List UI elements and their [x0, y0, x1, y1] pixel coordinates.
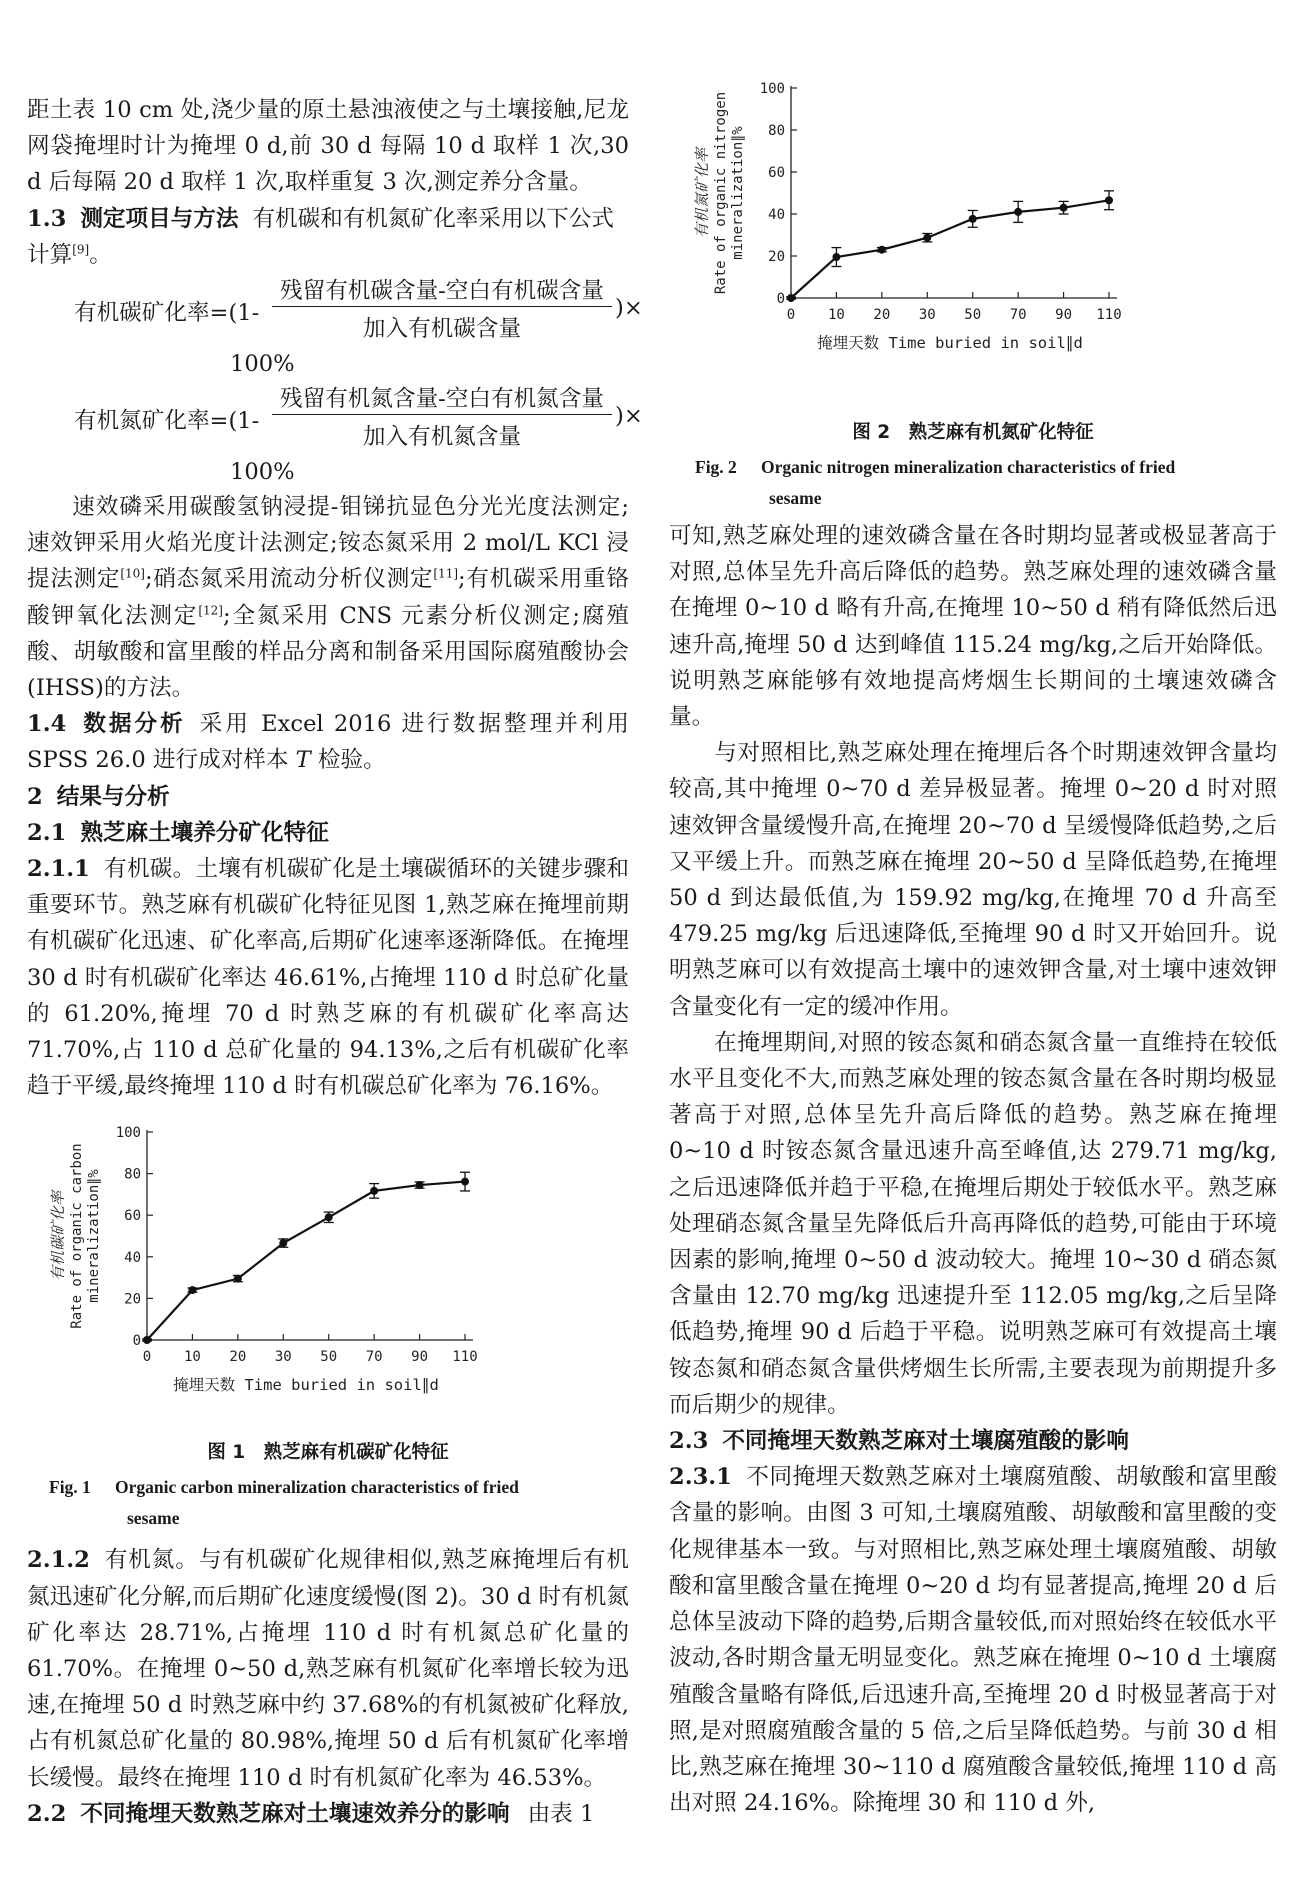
data-point	[234, 1275, 242, 1283]
section-2-1-2	[27, 1542, 629, 1795]
text-run: 与有机碳矿化规律相似,熟芝麻掩埋后有机氮迅速矿化分解,而后期矿化速度缓慢(图 2)。30 d 时有机氮矿化率达 28.71%,占掩埋 110 d 时有机氮总矿化量的 61.70%。在掩埋 0~50 d,熟芝麻有机氮矿化率增长较为迅速,在掩埋 50 d 时熟芝麻中约 37.68%的有机氮被矿化释放,占有机氮总矿化量的 80.98%,掩埋 50 d 后有机氮矿化率增长缓慢。最终在掩埋 110 d 时有机氮矿化率为 46.53%。	[27, 1547, 629, 1791]
text-run: 采用 Excel 2016 进行数据整理并利用 SPSS 26.0 进行成对样本	[27, 711, 630, 774]
x-tick-label: 70	[365, 1349, 383, 1366]
equation-numerator: 残留有机氮含量-空白有机氮含量	[280, 386, 604, 413]
x-tick-label: 110	[1096, 307, 1122, 323]
chart-organic-nitrogen	[669, 81, 1277, 416]
data-point	[1014, 208, 1022, 216]
x-tick-label: 50	[320, 1349, 338, 1366]
citation: [12]	[198, 603, 223, 618]
t-test-symbol: T	[295, 747, 311, 774]
figure-label: Fig. 1	[49, 1477, 91, 1498]
section-title: 结果与分析	[56, 783, 170, 810]
section-text: 有机碳和有机氮矿化率采用以下公式计算	[27, 205, 614, 268]
section-2-1-1	[27, 851, 629, 1104]
section-2-1	[27, 815, 629, 851]
y-axis-label-en: mineralization∥%	[86, 1169, 102, 1304]
text-run: 检验。	[310, 747, 386, 774]
text-run: ;全氮采用 CNS 元素分析仪测定;腐殖酸、胡敏酸和富里酸的样品分离和制备采用国际腐殖酸协会(IHSS)的方法。	[27, 602, 630, 702]
equation-numerator: 残留有机碳含量-空白有机碳含量	[280, 278, 604, 305]
x-tick-label: 10	[183, 1349, 201, 1366]
data-point	[370, 1187, 378, 1195]
data-point	[461, 1178, 469, 1186]
data-point	[279, 1240, 287, 1248]
figure-caption-cn: 图 1 熟芝麻有机碳矿化特征	[207, 1442, 449, 1464]
caption-text: Organic nitrogen mineralization characteristics of fried	[761, 457, 1176, 477]
section-number: 1.4	[27, 711, 67, 738]
data-point	[969, 215, 977, 223]
y-axis-label-en: Rate of organic carbon	[69, 1143, 85, 1330]
equation-carbon	[27, 273, 643, 381]
text-run: 不同掩埋天数熟芝麻对土壤腐殖酸、胡敏酸和富里酸含量的影响。由图 3 可知,土壤腐殖酸、胡敏酸和富里酸的变化规律基本一致。与对照相比,熟芝麻处理土壤腐殖酸、胡敏酸和富里酸含量在掩埋 0~20 d 均有显著提高,掩埋 20 d 后总体呈波动下降的趋势,后期含量较低,而对照始终在较低水平波动,各时期含量无明显变化。熟芝麻在掩埋 0~10 d 土壤腐殖酸含量略有降低,后迅速升高,至掩埋 20 d 时极显著高于对照,是对照腐殖酸含量的 5 倍,之后呈降低趋势。与前 30 d 相比,熟芝麻在掩埋 30~110 d 腐殖酸含量较低,掩埋 110 d 高出对照 24.16%。除掩埋 30 和 110 d 外,	[669, 1464, 1277, 1817]
text-run: 土壤有机碳矿化是土壤碳循环的关键步骤和重要环节。熟芝麻有机碳矿化特征见图 1,熟芝麻在掩埋前期有机碳矿化迅速、矿化率高,后期矿化速率逐渐降低。在掩埋 30 d 时有机碳矿化率达 46.61%,占掩埋 110 d 时总矿化量的 61.20%,掩埋 70 d 时熟芝麻的有机碳矿化率高达 71.70%,占 110 d 总矿化量的 94.13%,之后有机碳矿化率趋于平缓,最终掩埋 110 d 时有机碳总矿化率为 76.16%。	[27, 856, 630, 1100]
figure-label: Fig. 2	[695, 457, 737, 477]
fraction-bar	[272, 306, 612, 307]
section-title: 不同掩埋天数熟芝麻对土壤腐殖酸的影响	[722, 1428, 1129, 1455]
y-tick-label: 40	[124, 1250, 141, 1267]
caption-text: Organic carbon mineralization characteristics of fried	[115, 1477, 519, 1498]
equation-nitrogen	[27, 381, 643, 489]
x-tick-label: 0	[786, 307, 796, 323]
equation-lhs: 有机碳矿化率=(1-	[74, 300, 260, 327]
y-axis-label-cn: 有机氮矿化率	[693, 147, 711, 239]
section-title: 不同掩埋天数熟芝麻对土壤速效养分的影响	[80, 1800, 510, 1827]
data-point	[416, 1182, 424, 1190]
data-point	[1105, 196, 1113, 204]
paragraph-potassium: 与对照相比,熟芝麻处理在掩埋后各个时期速效钾含量均较高,其中掩埋 0~70 d 差异极显著。掩埋 0~20 d 时对照速效钾含量缓慢升高,在掩埋 20~70 d 呈缓慢降低趋势,之后又平缓上升。而熟芝麻在掩埋 20~50 d 呈降低趋势,在掩埋 50 d 到达最低值,为 159.92 mg/kg,在掩埋 70 d 升高至 479.25 mg/kg 后迅速降低,至掩埋 90 d 时又开始回升。说明熟芝麻可以有效提高土壤中的速效钾含量,对土壤中速效钾含量变化有一定的缓冲作用。	[669, 740, 1277, 1020]
y-tick-label: 60	[124, 1208, 141, 1225]
section-1-3	[27, 201, 629, 273]
series-line	[791, 200, 1109, 298]
section-number: 1.3	[27, 205, 67, 232]
section-number: 2	[27, 783, 43, 810]
equation-percent: 100%	[230, 459, 295, 486]
section-1-4	[27, 706, 629, 778]
caption-text: sesame	[769, 488, 822, 508]
x-tick-label: 90	[1055, 307, 1073, 323]
right-column	[669, 81, 1277, 1821]
x-tick-label: 0	[142, 1349, 152, 1366]
equation-lhs: 有机氮矿化率=(1-	[74, 408, 260, 435]
section-number: 2.3	[669, 1428, 709, 1455]
y-axis-label-en: mineralization∥%	[730, 126, 746, 260]
paragraph-methods	[27, 489, 629, 706]
text-run: ;有机碳采用重铬酸钾氧化法测定	[27, 566, 629, 629]
section-2-3	[669, 1423, 1277, 1459]
section-2-3-1	[669, 1459, 1277, 1821]
y-tick-label: 20	[768, 249, 785, 265]
x-tick-label: 20	[873, 307, 891, 323]
section-number: 2.1.2	[27, 1547, 90, 1574]
left-column	[27, 92, 643, 1832]
equation-tail: )×	[615, 295, 643, 322]
data-point	[188, 1287, 196, 1295]
text-run: ;硝态氮采用流动分析仪测定	[144, 566, 434, 593]
section-title: 数据分析	[80, 711, 186, 738]
y-tick-label: 0	[776, 291, 785, 307]
x-tick-label: 30	[274, 1349, 292, 1366]
citation: [11]	[433, 566, 459, 581]
punctuation: 。	[89, 241, 112, 268]
section-2-2	[27, 1796, 629, 1832]
x-axis-label: 掩埋天数 Time buried in soil∥d	[173, 1376, 439, 1395]
y-tick-label: 80	[124, 1167, 141, 1184]
y-tick-label: 100	[759, 81, 785, 97]
paragraph-phosphorus: 可知,熟芝麻处理的速效磷含量在各时期均显著或极显著高于对照,总体呈先升高后降低的趋势。熟芝麻处理的速效磷含量在掩埋 0~10 d 略有升高,在掩埋 10~50 d 稍有降低然后迅速升高,掩埋 50 d 达到峰值 115.24 mg/kg,之后开始降低。说明熟芝麻能够有效地提高烤烟生长期间的土壤速效磷含量。	[669, 523, 1277, 731]
x-tick-label: 20	[229, 1349, 247, 1366]
y-tick-label: 20	[124, 1291, 141, 1308]
y-tick-label: 60	[768, 165, 785, 181]
figure-caption-cn: 图 2 熟芝麻有机氮矿化特征	[852, 422, 1094, 443]
equation-denominator: 加入有机碳含量	[362, 316, 522, 343]
citation: [10]	[120, 566, 145, 581]
y-axis-label-group	[693, 92, 746, 294]
figure-caption-en	[669, 452, 1277, 514]
data-point	[832, 253, 840, 261]
chart-organic-carbon	[27, 1116, 629, 1436]
equation-denominator: 加入有机氮含量	[362, 424, 522, 451]
text-run: 由表 1	[527, 1800, 595, 1827]
section-title: 有机氮。	[103, 1547, 199, 1574]
data-point	[923, 234, 931, 242]
x-tick-label: 30	[918, 307, 936, 323]
y-tick-label: 0	[132, 1333, 141, 1350]
x-tick-label: 90	[411, 1349, 429, 1366]
data-point	[878, 246, 886, 254]
figure-2	[669, 81, 1277, 514]
section-number: 2.2	[27, 1800, 67, 1827]
data-point	[143, 1336, 151, 1344]
text-run: 速效磷采用碳酸氢钠浸提-钼锑抗显色分光光度法测定;速效钾采用火焰光度计法测定;铵态氮采用 2 mol/L KCl 浸提法测定	[27, 494, 629, 593]
data-point	[325, 1214, 333, 1222]
section-number: 2.1	[27, 819, 67, 846]
y-tick-label: 100	[115, 1125, 141, 1142]
y-tick-label: 40	[768, 207, 785, 223]
section-title: 熟芝麻土壤养分矿化特征	[80, 819, 329, 846]
paragraph-sampling: 距土表 10 cm 处,浇少量的原土悬浊液使之与土壤接触,尼龙网袋掩埋时计为掩埋 0 d,前 30 d 每隔 10 d 取样 1 次,30 d 后每隔 20 d 取样 1 次,取样重复 3 次,测定养分含量。	[27, 97, 629, 196]
fraction-bar	[272, 414, 612, 415]
x-tick-label: 10	[827, 307, 845, 323]
equation-percent: 100%	[230, 351, 295, 378]
section-2	[27, 779, 629, 815]
x-tick-label: 50	[964, 307, 982, 323]
x-axis-label: 掩埋天数 Time buried in soil∥d	[817, 334, 1083, 352]
section-title: 有机碳。	[103, 856, 196, 883]
section-number: 2.3.1	[669, 1464, 732, 1491]
x-tick-label: 110	[452, 1349, 478, 1366]
y-axis-label-en: Rate of organic nitrogen	[713, 91, 729, 295]
x-tick-label: 70	[1009, 307, 1027, 323]
data-point	[1060, 204, 1068, 212]
figure-1	[27, 1116, 629, 1534]
y-tick-label: 80	[768, 123, 785, 139]
citation: [9]	[72, 242, 90, 257]
caption-text: sesame	[127, 1508, 180, 1529]
equation-tail: )×	[615, 403, 643, 430]
data-point	[787, 294, 795, 302]
figure-caption-en	[27, 1472, 629, 1534]
y-axis-label-cn: 有机碳矿化率	[49, 1191, 67, 1282]
section-number: 2.1.1	[27, 856, 90, 883]
y-axis-label-group	[49, 1144, 102, 1329]
paragraph-nitrogen-forms: 在掩埋期间,对照的铵态氮和硝态氮含量一直维持在较低水平且变化不大,而熟芝麻处理的铵态氮含量在各时期均极显著高于对照,总体呈先升高后降低的趋势。熟芝麻在掩埋 0~10 d 时铵态氮含量迅速升高至峰值,达 279.71 mg/kg,之后迅速降低并趋于平稳,在掩埋后期处于较低水平。熟芝麻处理硝态氮含量呈先降低后升高再降低的趋势,可能由于环境因素的影响,掩埋 0~50 d 波动较大。掩埋 10~30 d 硝态氮含量由 12.70 mg/kg 迅速提升至 112.05 mg/kg,之后呈降低趋势,掩埋 90 d 后趋于平稳。说明熟芝麻可有效提高土壤铵态氮和硝态氮含量供烤烟生长所需,主要表现为前期提升多而后期少的规律。	[669, 1029, 1277, 1418]
series-line	[147, 1182, 465, 1340]
section-title: 测定项目与方法	[80, 205, 239, 232]
